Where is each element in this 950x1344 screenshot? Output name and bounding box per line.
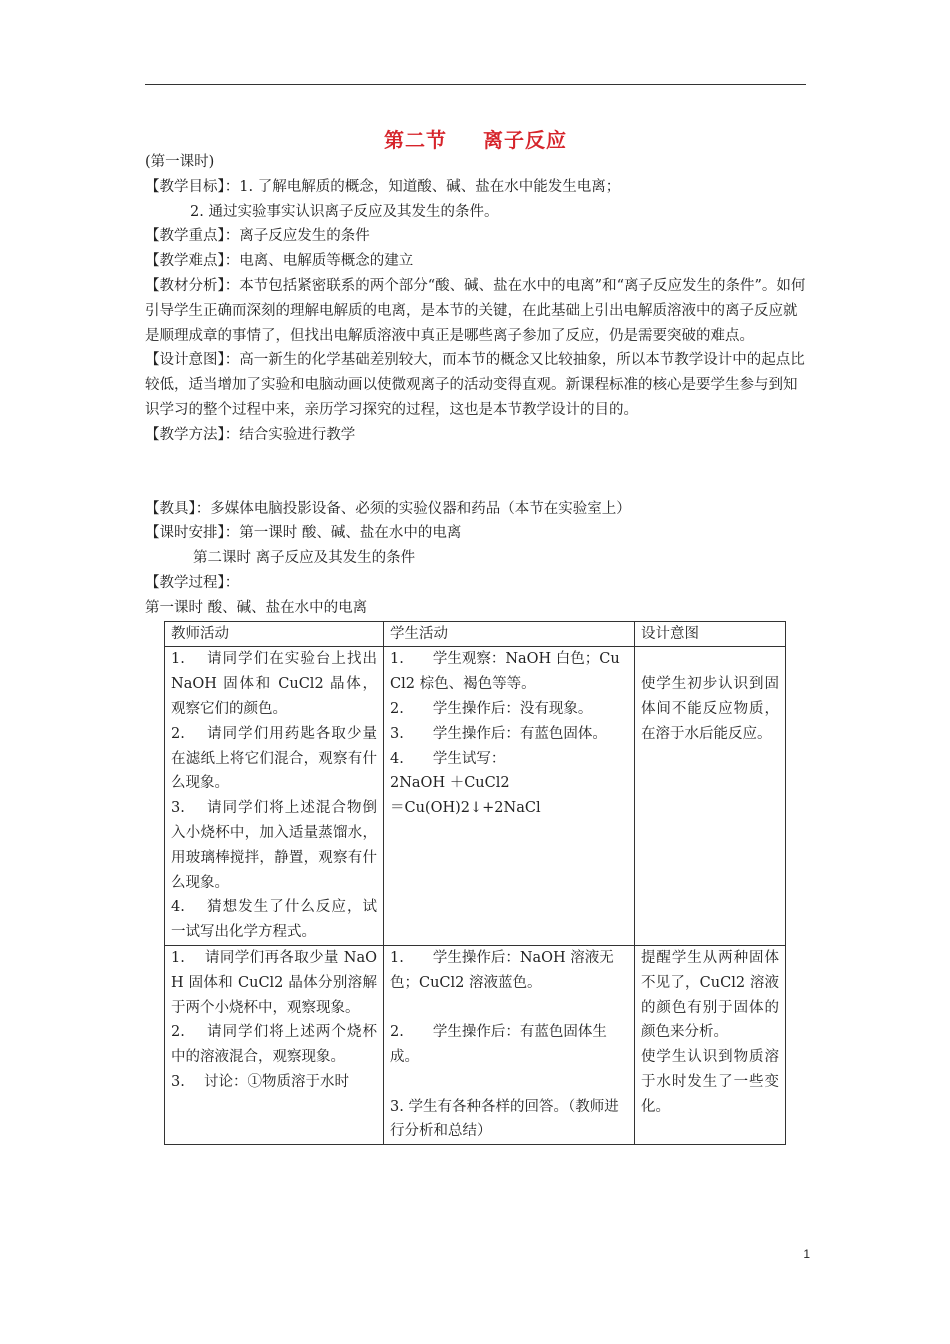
equation-line-1: 2NaOH ＋CuCl2 <box>390 775 510 792</box>
student-step: 4. 学生试写： <box>390 750 506 767</box>
table-header-row <box>165 621 786 647</box>
process-label: 【教学过程】： <box>145 574 240 591</box>
teacher-step: 1. 请同学们再各取少量 NaOH 固体和 CuCl2 晶体分别溶解于两个小烧杯中，观察现象。 <box>171 949 377 1016</box>
goal-1: 1. 了解电解质的概念，知道酸、碱、盐在水中能发生电离； <box>239 178 621 195</box>
document-body <box>145 150 806 1145</box>
schedule-line-1: 【课时安排】：第一课时 酸、碱、盐在水中的电离 <box>145 525 462 542</box>
teaching-method: 【教学方法】：结合实验进行教学 <box>145 426 356 443</box>
intent-cell <box>635 945 786 1144</box>
page-title <box>145 124 806 153</box>
student-cell <box>384 647 635 946</box>
equation-line-2: ＝Cu(OH)2↓+2NaCl <box>390 800 541 817</box>
schedule-line-2: 第二课时 离子反应及其发生的条件 <box>193 550 416 567</box>
intent-text: 使学生初步认识到固体间不能反应物质，在溶于水后能反应。 <box>641 676 779 742</box>
design-intent: 【设计意图】：高一新生的化学基础差别较大，而本节的概念又比较抽象，所以本节教学设计中的起点比较低，适当增加了实验和电脑动画以使微观离子的活动变得直观。新课程标准的核心是要学生参与到知识学习的整个过程中来，亲历学习探究的过程，这也是本节教学设计的目的。 <box>145 352 805 418</box>
teacher-cell <box>165 945 384 1144</box>
goal-2: 2. 通过实验事实认识离子反应及其发生的条件。 <box>190 203 499 220</box>
teacher-step: 1. 请同学们在实验台上找出 NaOH 固体和 CuCl2 晶体，观察它们的颜色。 <box>171 651 377 717</box>
teacher-step: 4. 猜想发生了什么反应，试一试写出化学方程式。 <box>171 899 377 941</box>
intent-cell <box>635 647 786 946</box>
title-topic: 离子反应 <box>483 128 567 152</box>
header-teacher: 教师活动 <box>165 621 384 647</box>
student-step: 1. 学生观察：NaOH 白色；CuCl2 棕色、褐色等等。 <box>390 651 620 693</box>
lesson-table <box>164 621 786 1146</box>
header-student: 学生活动 <box>384 621 635 647</box>
lesson-note: (第一课时) <box>145 154 215 170</box>
teaching-focus: 【教学重点】：离子反应发生的条件 <box>145 228 370 245</box>
teaching-goals <box>145 175 806 200</box>
intent-text: 使学生认识到物质溶于水时发生了一些变化。 <box>641 1049 779 1115</box>
student-step: 1. 学生操作后：NaOH 溶液无色；CuCl2 溶液蓝色。 <box>390 949 614 991</box>
teacher-step: 2. 请同学们用药匙各取少量在滤纸上将它们混合，观察有什么现象。 <box>171 725 377 792</box>
teaching-difficulty: 【教学难点】：电离、电解质等概念的建立 <box>145 253 414 270</box>
table-row <box>165 945 786 1144</box>
goals-label: 【教学目标】： <box>145 178 240 195</box>
lesson1-heading: 第一课时 酸、碱、盐在水中的电离 <box>145 599 368 616</box>
student-step: 3. 学生有各种各样的回答。（教师进行分析和总结） <box>390 1098 619 1140</box>
student-step: 2. 学生操作后：有蓝色固体生成。 <box>390 1024 607 1066</box>
intent-text: 提醒学生从两种固体不见了，CuCl2 溶液的颜色有别于固体的颜色来分析。 <box>641 949 779 1041</box>
student-step: 2. 学生操作后：没有现象。 <box>390 700 593 717</box>
teacher-step: 3. 讨论：①物质溶于水时 <box>171 1073 349 1090</box>
table-row <box>165 647 786 946</box>
student-cell <box>384 945 635 1144</box>
page-number: 1 <box>803 1247 810 1261</box>
textbook-analysis: 【教材分析】：本节包括紧密联系的两个部分“酸、碱、盐在水中的电离”和“离子反应发生的条件”。如何引导学生正确而深刻的理解电解质的电离，是本节的关键，在此基础上引出电解质溶液中的离子反应就是顺理成章的事情了，但找出电解质溶液中真正是哪些离子参加了反应，仍是需要突破的难点。 <box>145 277 806 344</box>
student-step: 3. 学生操作后：有蓝色固体。 <box>390 725 607 742</box>
teacher-cell <box>165 647 384 946</box>
teacher-step: 3. 请同学们将上述混合物倒入小烧杯中，加入适量蒸馏水，用玻璃棒搅拌，静置，观察有什么现象。 <box>171 800 377 891</box>
header-rule <box>145 84 806 85</box>
teacher-step: 2. 请同学们将上述两个烧杯中的溶液混合，观察现象。 <box>171 1024 377 1066</box>
teaching-tools: 【教具】：多媒体电脑投影设备、必须的实验仪器和药品（本节在实验室上） <box>145 500 631 517</box>
title-section: 第二节 <box>384 128 447 152</box>
header-intent: 设计意图 <box>635 621 786 647</box>
